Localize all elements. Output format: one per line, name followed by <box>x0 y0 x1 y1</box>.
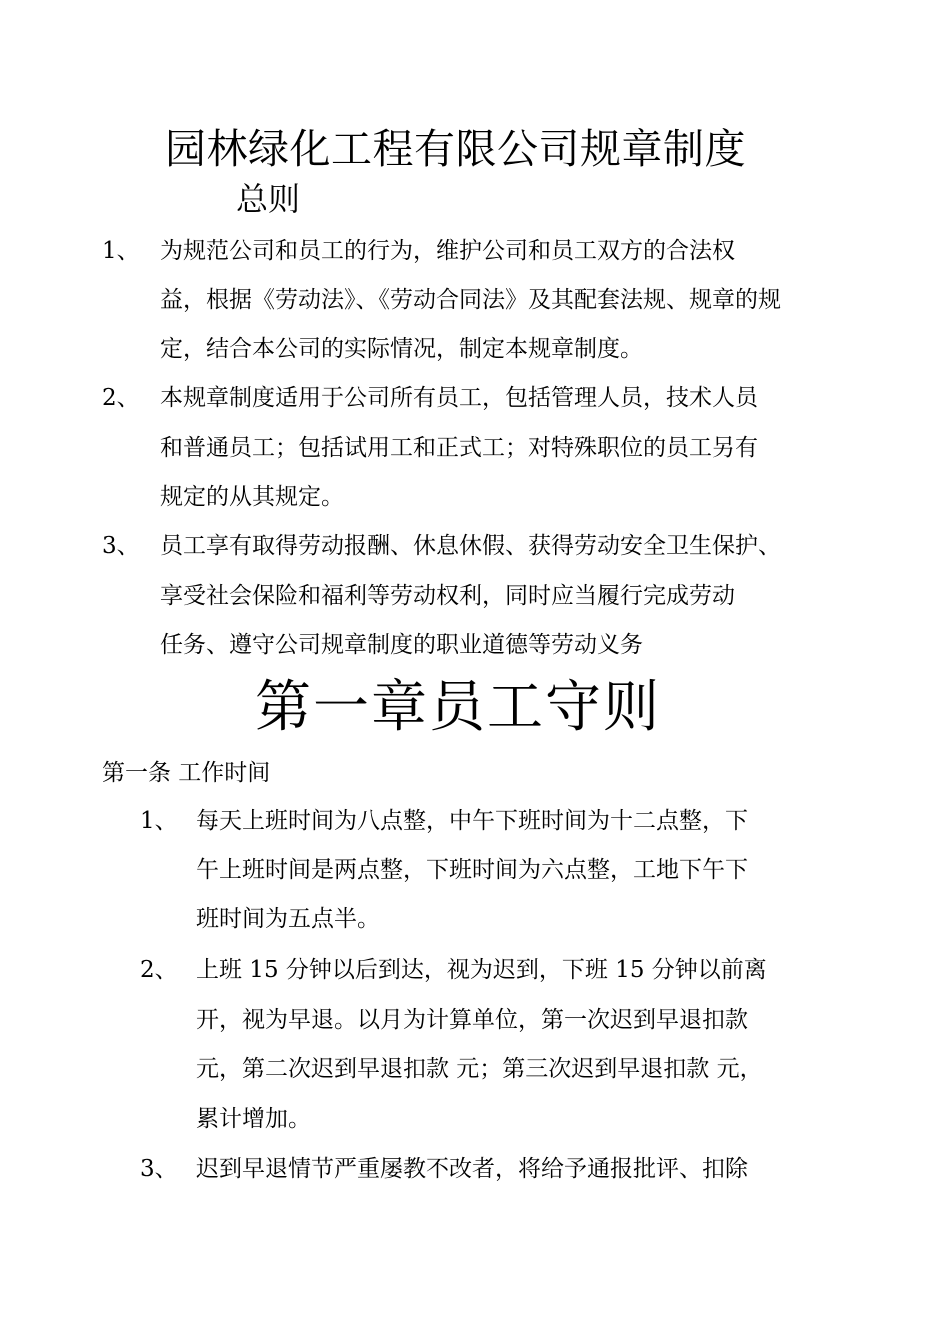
item-number: 2、 <box>102 385 140 411</box>
document-title: 园林绿化工程有限公司规章制度 <box>165 125 746 173</box>
item-text-line: 规定的从其规定。 <box>160 484 344 510</box>
item-text-line: 员工享有取得劳动报酬、休息休假、获得劳动安全卫生保护、 <box>160 533 781 559</box>
chapter-title: 第一章员工守则 <box>255 675 661 740</box>
item-text-line: 定，结合本公司的实际情况，制定本规章制度。 <box>160 336 643 362</box>
item-text-line: 益，根据《劳动法》、《劳动合同法》及其配套法规、规章的规 <box>160 287 781 313</box>
item-text-line: 午上班时间是两点整，下班时间为六点整，工地下午下 <box>196 857 748 883</box>
item-text-line: 累计增加。 <box>196 1106 311 1132</box>
item-text-line: 享受社会保险和福利等劳动权利，同时应当履行完成劳动 <box>160 583 735 609</box>
item-text-line: 班时间为五点半。 <box>196 906 380 932</box>
item-text-line: 和普通员工；包括试用工和正式工；对特殊职位的员工另有 <box>160 435 758 461</box>
item-text-line: 迟到早退情节严重屡教不改者，将给予通报批评、扣除 <box>196 1156 748 1182</box>
item-number: 2、 <box>140 957 178 983</box>
item-number: 1、 <box>102 238 140 264</box>
item-number: 3、 <box>102 533 140 559</box>
section-heading-general: 总则 <box>236 180 301 218</box>
article-title: 第一条 工作时间 <box>102 760 271 786</box>
item-text-line: 上班 15 分钟以后到达，视为迟到，下班 15 分钟以前离 <box>196 957 767 983</box>
item-text-line: 任务、遵守公司规章制度的职业道德等劳动义务 <box>160 632 643 658</box>
item-text-line: 本规章制度适用于公司所有员工，包括管理人员，技术人员 <box>160 385 758 411</box>
item-text-line: 为规范公司和员工的行为，维护公司和员工双方的合法权 <box>160 238 735 264</box>
item-text-line: 每天上班时间为八点整，中午下班时间为十二点整，下 <box>196 808 748 834</box>
item-number: 3、 <box>140 1156 178 1182</box>
item-text-line: 开，视为早退。以月为计算单位，第一次迟到早退扣款 <box>196 1007 748 1033</box>
item-number: 1、 <box>140 808 178 834</box>
item-text-line: 元，第二次迟到早退扣款 元；第三次迟到早退扣款 元， <box>196 1056 763 1082</box>
